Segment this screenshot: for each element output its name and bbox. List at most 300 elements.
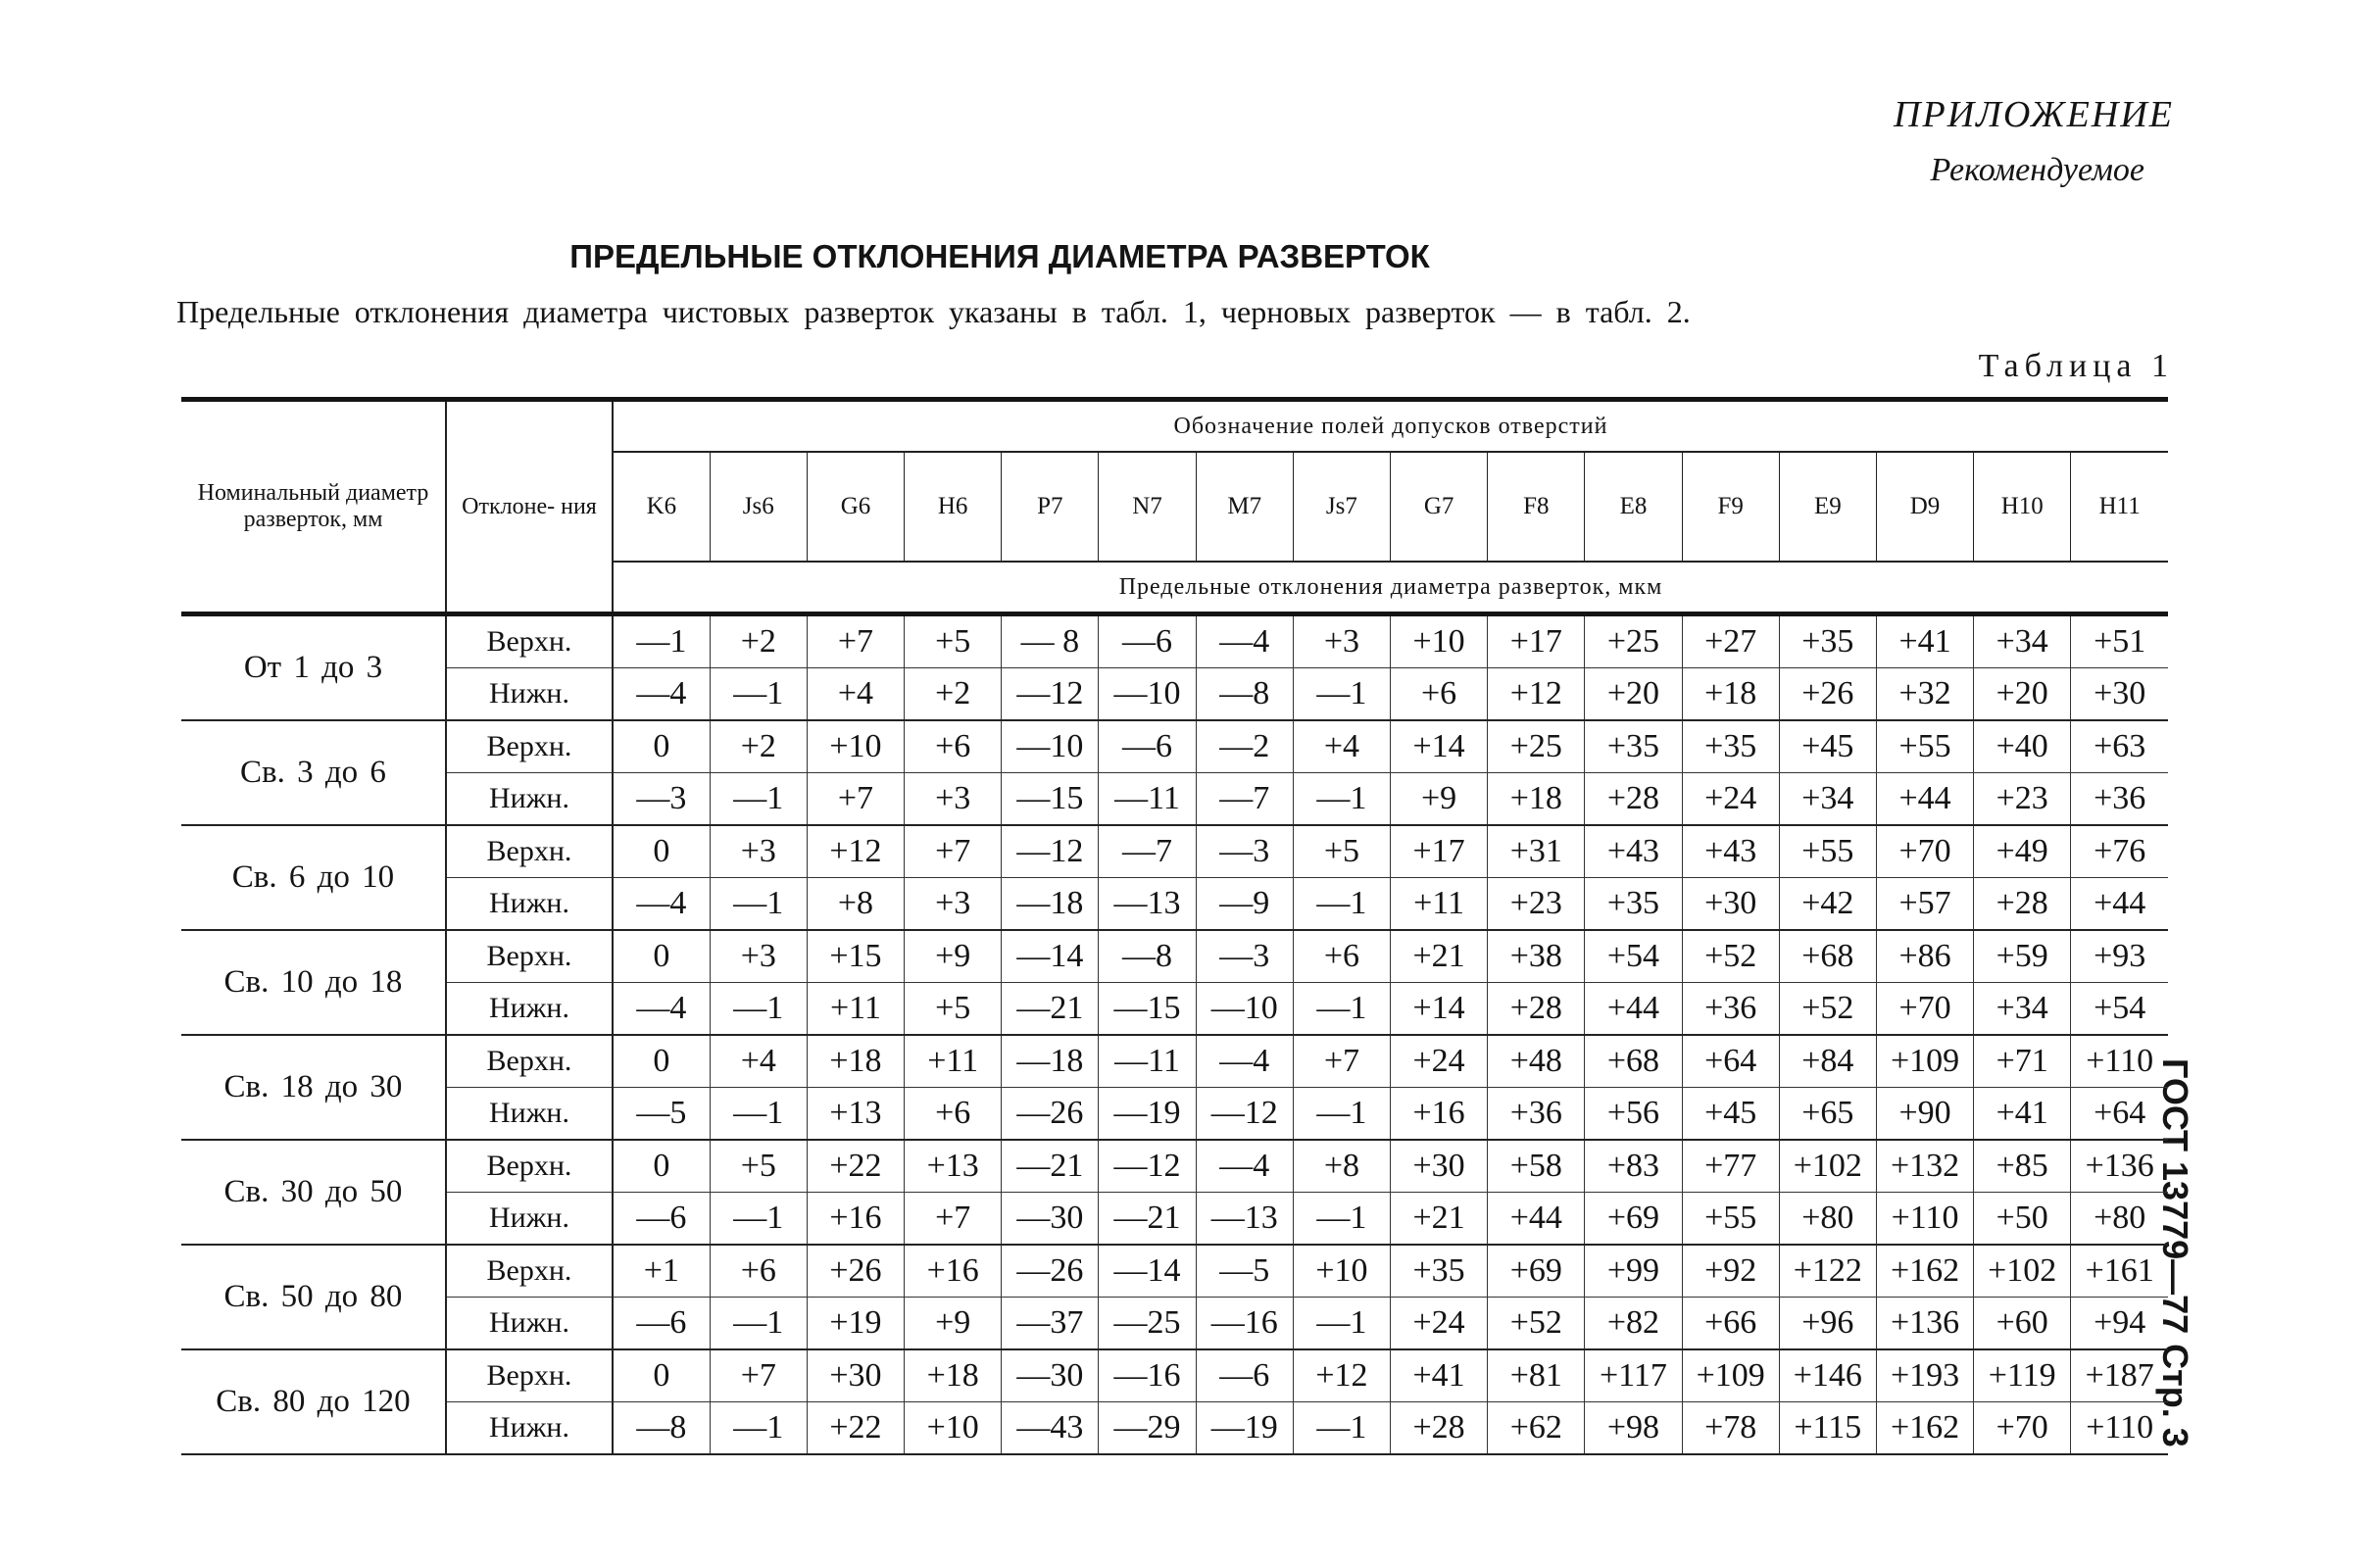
deviation-value: —8 (1099, 930, 1196, 983)
deviation-value: +18 (807, 1035, 904, 1088)
deviation-value: +21 (1391, 930, 1488, 983)
deviation-value: +30 (1391, 1140, 1488, 1193)
deviation-value: +1 (613, 1245, 710, 1298)
deviation-value: +6 (710, 1245, 807, 1298)
deviation-value: +34 (1779, 773, 1876, 826)
deviation-value: +3 (1293, 614, 1390, 668)
deviation-value: —6 (1099, 614, 1196, 668)
table-row (181, 1402, 2168, 1455)
deviation-value: +56 (1585, 1088, 1682, 1141)
deviation-value: —5 (613, 1088, 710, 1141)
lower-deviation-label: Нижн. (446, 1402, 613, 1455)
deviation-value: +66 (1682, 1298, 1779, 1350)
deviation-value: +10 (807, 720, 904, 773)
deviation-value: —4 (613, 878, 710, 931)
deviation-value: 0 (613, 825, 710, 878)
deviation-value: +9 (905, 930, 1002, 983)
tolerance-code: F8 (1488, 452, 1585, 562)
lower-deviation-label: Нижн. (446, 983, 613, 1036)
deviation-value: +9 (1391, 773, 1488, 826)
deviation-value: —11 (1099, 1035, 1196, 1088)
deviation-value: —6 (613, 1298, 710, 1350)
deviation-value: +122 (1779, 1245, 1876, 1298)
deviation-value: +110 (2071, 1035, 2168, 1088)
deviation-value: —19 (1099, 1088, 1196, 1141)
deviation-value: +25 (1585, 614, 1682, 668)
tolerance-code: G7 (1391, 452, 1488, 562)
deviation-value: +24 (1391, 1298, 1488, 1350)
deviation-value: +35 (1682, 720, 1779, 773)
deviation-value: 0 (613, 1035, 710, 1088)
tolerance-code: Js6 (710, 452, 807, 562)
deviation-value: +32 (1876, 668, 1973, 721)
deviation-value: +94 (2071, 1298, 2168, 1350)
deviation-value: +44 (1488, 1193, 1585, 1246)
deviation-value: +6 (905, 720, 1002, 773)
upper-deviation-label: Верхн. (446, 825, 613, 878)
deviation-value: —21 (1002, 1140, 1099, 1193)
deviation-value: —14 (1099, 1245, 1196, 1298)
table-row (181, 1088, 2168, 1141)
tolerance-code: F9 (1682, 452, 1779, 562)
deviation-value: +44 (1585, 983, 1682, 1036)
deviation-value: +68 (1585, 1035, 1682, 1088)
deviation-value: +49 (1974, 825, 2071, 878)
header-deviation-units: Предельные отклонения диаметра разверток, мкм (613, 562, 2168, 612)
deviation-value: +19 (807, 1298, 904, 1350)
upper-deviation-label: Верхн. (446, 930, 613, 983)
deviation-value: —10 (1196, 983, 1293, 1036)
deviation-value: 0 (613, 1349, 710, 1402)
deviation-value: +55 (1682, 1193, 1779, 1246)
deviation-value: —30 (1002, 1349, 1099, 1402)
deviation-value: +7 (807, 773, 904, 826)
deviation-value: +162 (1876, 1245, 1973, 1298)
deviation-value: +55 (1876, 720, 1973, 773)
deviation-value: —26 (1002, 1088, 1099, 1141)
deviation-value: +43 (1585, 825, 1682, 878)
deviation-value: +109 (1876, 1035, 1973, 1088)
deviation-value: +193 (1876, 1349, 1973, 1402)
deviation-value: —1 (1293, 1402, 1390, 1455)
deviation-value: +23 (1974, 773, 2071, 826)
diameter-range: Св. 18 до 30 (181, 1035, 446, 1140)
tolerance-code: H11 (2071, 452, 2168, 562)
deviation-value: +43 (1682, 825, 1779, 878)
deviation-value: +187 (2071, 1349, 2168, 1402)
deviation-value: —15 (1002, 773, 1099, 826)
deviation-value: +2 (905, 668, 1002, 721)
deviation-value: —18 (1002, 878, 1099, 931)
deviation-value: —8 (1196, 668, 1293, 721)
deviation-value: —3 (1196, 930, 1293, 983)
deviation-value: +40 (1974, 720, 2071, 773)
table-row (181, 825, 2168, 878)
deviation-value: —1 (1293, 983, 1390, 1036)
deviation-value: +15 (807, 930, 904, 983)
tolerance-table (181, 397, 2168, 1455)
deviation-value: +3 (905, 773, 1002, 826)
intro-paragraph: Предельные отклонения диаметра чистовых разверток указаны в табл. 1, черновых разверток — в табл. 2. (176, 294, 1691, 329)
deviation-value: +5 (1293, 825, 1390, 878)
deviation-value: +81 (1488, 1349, 1585, 1402)
deviation-value: +20 (1585, 668, 1682, 721)
deviation-value: +78 (1682, 1402, 1779, 1455)
deviation-value: +36 (1488, 1088, 1585, 1141)
deviation-value: —1 (1293, 878, 1390, 931)
table-row (181, 1245, 2168, 1298)
deviation-value: —1 (710, 1088, 807, 1141)
deviation-value: —1 (613, 614, 710, 668)
deviation-value: —16 (1099, 1349, 1196, 1402)
diameter-range: От 1 до 3 (181, 614, 446, 721)
deviation-value: —12 (1002, 825, 1099, 878)
upper-deviation-label: Верхн. (446, 720, 613, 773)
deviation-value: —29 (1099, 1402, 1196, 1455)
deviation-value: +64 (2071, 1088, 2168, 1141)
deviation-value: +24 (1682, 773, 1779, 826)
deviation-value: +11 (905, 1035, 1002, 1088)
deviation-value: +85 (1974, 1140, 2071, 1193)
deviation-value: —18 (1002, 1035, 1099, 1088)
deviation-value: —1 (1293, 773, 1390, 826)
deviation-value: +3 (710, 930, 807, 983)
deviation-value: +45 (1779, 720, 1876, 773)
deviation-value: +70 (1876, 983, 1973, 1036)
deviation-value: —19 (1196, 1402, 1293, 1455)
deviation-value: +76 (2071, 825, 2168, 878)
deviation-value: +70 (1876, 825, 1973, 878)
deviation-value: —1 (1293, 1088, 1390, 1141)
upper-deviation-label: Верхн. (446, 1035, 613, 1088)
table-header (181, 400, 2168, 614)
lower-deviation-label: Нижн. (446, 1088, 613, 1141)
deviation-value: —10 (1099, 668, 1196, 721)
deviation-value: +10 (1391, 614, 1488, 668)
deviation-value: +36 (1682, 983, 1779, 1036)
deviation-value: +9 (905, 1298, 1002, 1350)
deviation-value: +90 (1876, 1088, 1973, 1141)
table-row (181, 614, 2168, 668)
upper-deviation-label: Верхн. (446, 614, 613, 668)
deviation-value: —6 (613, 1193, 710, 1246)
deviation-value: +6 (1391, 668, 1488, 721)
deviation-value: —12 (1099, 1140, 1196, 1193)
table-row (181, 1035, 2168, 1088)
tolerance-code: N7 (1099, 452, 1196, 562)
deviation-value: —21 (1099, 1193, 1196, 1246)
tolerance-code: D9 (1876, 452, 1973, 562)
deviation-value: +60 (1974, 1298, 2071, 1350)
deviation-value: —15 (1099, 983, 1196, 1036)
deviation-value: —4 (1196, 614, 1293, 668)
deviation-value: +68 (1779, 930, 1876, 983)
deviation-value: +52 (1779, 983, 1876, 1036)
deviation-value: +7 (807, 614, 904, 668)
tolerance-code: Js7 (1293, 452, 1390, 562)
deviation-value: +31 (1488, 825, 1585, 878)
deviation-value: +23 (1488, 878, 1585, 931)
table-row (181, 1193, 2168, 1246)
deviation-value: +99 (1585, 1245, 1682, 1298)
deviation-value: —43 (1002, 1402, 1099, 1455)
deviation-value: +12 (1488, 668, 1585, 721)
lower-deviation-label: Нижн. (446, 773, 613, 826)
deviation-value: +24 (1391, 1035, 1488, 1088)
lower-deviation-label: Нижн. (446, 668, 613, 721)
deviation-value: +34 (1974, 983, 2071, 1036)
deviation-value: —7 (1196, 773, 1293, 826)
header-tolerance-fields: Обозначение полей допусков отверстий (613, 400, 2168, 453)
deviation-value: +44 (1876, 773, 1973, 826)
tolerance-code: E9 (1779, 452, 1876, 562)
deviation-value: +11 (1391, 878, 1488, 931)
table-row (181, 1140, 2168, 1193)
deviation-value: —37 (1002, 1298, 1099, 1350)
deviation-value: —4 (1196, 1140, 1293, 1193)
lower-deviation-label: Нижн. (446, 1298, 613, 1350)
lower-deviation-label: Нижн. (446, 878, 613, 931)
deviation-value: — 8 (1002, 614, 1099, 668)
deviation-value: —6 (1099, 720, 1196, 773)
deviation-value: —25 (1099, 1298, 1196, 1350)
deviation-value: —1 (710, 668, 807, 721)
diameter-range: Св. 50 до 80 (181, 1245, 446, 1349)
deviation-value: +25 (1488, 720, 1585, 773)
deviation-value: 0 (613, 720, 710, 773)
deviation-value: +27 (1682, 614, 1779, 668)
deviation-value: +136 (1876, 1298, 1973, 1350)
deviation-value: +92 (1682, 1245, 1779, 1298)
deviation-value: 0 (613, 1140, 710, 1193)
deviation-value: +102 (1974, 1245, 2071, 1298)
deviation-value: +110 (1876, 1193, 1973, 1246)
deviation-value: —4 (1196, 1035, 1293, 1088)
deviation-value: +96 (1779, 1298, 1876, 1350)
tolerance-code: P7 (1002, 452, 1099, 562)
deviation-value: +8 (807, 878, 904, 931)
deviation-value: +82 (1585, 1298, 1682, 1350)
gost-side-label: ГОСТ 13779—77 Стр. 3 (2155, 1058, 2195, 1447)
deviation-value: +5 (905, 983, 1002, 1036)
deviation-value: —3 (1196, 825, 1293, 878)
deviation-value: —21 (1002, 983, 1099, 1036)
tolerance-code: K6 (646, 493, 677, 519)
deviation-value: +17 (1391, 825, 1488, 878)
deviation-value: +136 (2071, 1140, 2168, 1193)
deviation-value: +14 (1391, 983, 1488, 1036)
deviation-value: +161 (2071, 1245, 2168, 1298)
upper-deviation-label: Верхн. (446, 1349, 613, 1402)
deviation-value: +58 (1488, 1140, 1585, 1193)
deviation-value: +86 (1876, 930, 1973, 983)
deviation-value: —8 (613, 1402, 710, 1455)
tolerance-code: G6 (807, 452, 904, 562)
deviation-value: —5 (1196, 1245, 1293, 1298)
table-row (181, 1349, 2168, 1402)
deviation-value: —4 (613, 668, 710, 721)
deviation-value: +17 (1488, 614, 1585, 668)
deviation-value: +63 (2071, 720, 2168, 773)
table-label: Таблица 1 (1978, 348, 2174, 384)
deviation-value: +57 (1876, 878, 1973, 931)
deviation-value: +117 (1585, 1349, 1682, 1402)
deviation-value: —12 (1002, 668, 1099, 721)
deviation-value: +12 (807, 825, 904, 878)
deviation-value: —7 (1099, 825, 1196, 878)
deviation-value: +35 (1779, 614, 1876, 668)
deviation-value: +54 (1585, 930, 1682, 983)
deviation-value: +146 (1779, 1349, 1876, 1402)
deviation-value: —4 (613, 983, 710, 1036)
diameter-range: Св. 30 до 50 (181, 1140, 446, 1245)
deviation-value: +48 (1488, 1035, 1585, 1088)
deviation-value: +50 (1974, 1193, 2071, 1246)
deviation-value: —1 (1293, 1298, 1390, 1350)
deviation-value: +41 (1391, 1349, 1488, 1402)
deviation-value: +77 (1682, 1140, 1779, 1193)
deviation-value: +35 (1585, 720, 1682, 773)
tolerance-code: M7 (1196, 452, 1293, 562)
deviation-value: +7 (1293, 1035, 1390, 1088)
deviation-value: +30 (1682, 878, 1779, 931)
deviation-value: —1 (1293, 668, 1390, 721)
deviation-value: +69 (1488, 1245, 1585, 1298)
deviation-value: +36 (2071, 773, 2168, 826)
deviation-value: +5 (905, 614, 1002, 668)
deviation-value: +71 (1974, 1035, 2071, 1088)
deviation-value: +16 (1391, 1088, 1488, 1141)
tolerance-code: H10 (1974, 452, 2071, 562)
deviation-value: —11 (1099, 773, 1196, 826)
appendix-status: Рекомендуемое (1930, 152, 2144, 188)
deviation-value: +84 (1779, 1035, 1876, 1088)
deviation-value: +7 (710, 1349, 807, 1402)
deviation-value: +119 (1974, 1349, 2071, 1402)
deviation-value: +38 (1488, 930, 1585, 983)
deviation-value: +30 (2071, 668, 2168, 721)
deviation-value: +162 (1876, 1402, 1973, 1455)
deviation-value: —1 (710, 878, 807, 931)
table-row (181, 668, 2168, 721)
deviation-value: +13 (807, 1088, 904, 1141)
deviation-value: +102 (1779, 1140, 1876, 1193)
deviation-value: +115 (1779, 1402, 1876, 1455)
deviation-value: +4 (710, 1035, 807, 1088)
deviation-value: —6 (1196, 1349, 1293, 1402)
upper-deviation-label: Верхн. (446, 1245, 613, 1298)
deviation-value: +8 (1293, 1140, 1390, 1193)
deviation-value: +11 (807, 983, 904, 1036)
deviation-value: +10 (1293, 1245, 1390, 1298)
deviation-value: +7 (905, 825, 1002, 878)
deviation-value: +22 (807, 1402, 904, 1455)
deviation-value: +52 (1488, 1298, 1585, 1350)
deviation-value: +44 (2071, 878, 2168, 931)
deviation-value: +54 (2071, 983, 2168, 1036)
deviation-value: +14 (1391, 720, 1488, 773)
deviation-value: —1 (1293, 1193, 1390, 1246)
table-body (181, 614, 2168, 1455)
deviation-value: —10 (1002, 720, 1099, 773)
deviation-value: +93 (2071, 930, 2168, 983)
deviation-value: —14 (1002, 930, 1099, 983)
deviation-value: +28 (1974, 878, 2071, 931)
deviation-value: +98 (1585, 1402, 1682, 1455)
table-row (181, 720, 2168, 773)
deviation-value: +2 (710, 720, 807, 773)
deviation-value: +3 (710, 825, 807, 878)
deviation-value: —26 (1002, 1245, 1099, 1298)
deviation-value: +132 (1876, 1140, 1973, 1193)
deviation-value: +35 (1391, 1245, 1488, 1298)
lower-deviation-label: Нижн. (446, 1193, 613, 1246)
deviation-value: —12 (1196, 1088, 1293, 1141)
table-row (181, 773, 2168, 826)
deviation-value: +22 (807, 1140, 904, 1193)
deviation-value: —1 (710, 773, 807, 826)
deviation-value: +28 (1585, 773, 1682, 826)
table-row (181, 930, 2168, 983)
deviation-value: +2 (710, 614, 807, 668)
deviation-value: +3 (905, 878, 1002, 931)
deviation-value: +69 (1585, 1193, 1682, 1246)
deviation-value: —16 (1196, 1298, 1293, 1350)
deviation-value: +35 (1585, 878, 1682, 931)
deviation-value: —13 (1196, 1193, 1293, 1246)
deviation-value: +80 (2071, 1193, 2168, 1246)
deviation-value: +18 (905, 1349, 1002, 1402)
deviation-value: +18 (1488, 773, 1585, 826)
deviation-value: —1 (710, 1402, 807, 1455)
deviation-value: —9 (1196, 878, 1293, 931)
deviation-value: +4 (807, 668, 904, 721)
deviation-value: +80 (1779, 1193, 1876, 1246)
deviation-value: +20 (1974, 668, 2071, 721)
deviation-value: —13 (1099, 878, 1196, 931)
deviation-value: +42 (1779, 878, 1876, 931)
table-row (181, 1298, 2168, 1350)
diameter-range: Св. 3 до 6 (181, 720, 446, 825)
deviation-value: +83 (1585, 1140, 1682, 1193)
deviation-value: —1 (710, 983, 807, 1036)
deviation-value: +64 (1682, 1035, 1779, 1088)
deviation-value: +30 (807, 1349, 904, 1402)
deviation-value: +16 (807, 1193, 904, 1246)
deviation-value: +59 (1974, 930, 2071, 983)
deviation-value: —3 (613, 773, 710, 826)
deviation-value: +4 (1293, 720, 1390, 773)
deviation-value: +6 (905, 1088, 1002, 1141)
table-row (181, 878, 2168, 931)
deviation-value: +110 (2071, 1402, 2168, 1455)
upper-deviation-label: Верхн. (446, 1140, 613, 1193)
deviation-value: +16 (905, 1245, 1002, 1298)
deviation-value: —1 (710, 1193, 807, 1246)
deviation-value: +52 (1682, 930, 1779, 983)
deviation-value: +18 (1682, 668, 1779, 721)
tolerance-code: E8 (1585, 452, 1682, 562)
appendix-heading: ПРИЛОЖЕНИЕ (1894, 94, 2174, 135)
deviation-value: +41 (1876, 614, 1973, 668)
diameter-range: Св. 6 до 10 (181, 825, 446, 930)
deviation-value: +26 (807, 1245, 904, 1298)
deviation-value: +55 (1779, 825, 1876, 878)
deviation-value: +62 (1488, 1402, 1585, 1455)
deviation-value: +45 (1682, 1088, 1779, 1141)
deviation-value: +10 (905, 1402, 1002, 1455)
diameter-range: Св. 10 до 18 (181, 930, 446, 1035)
